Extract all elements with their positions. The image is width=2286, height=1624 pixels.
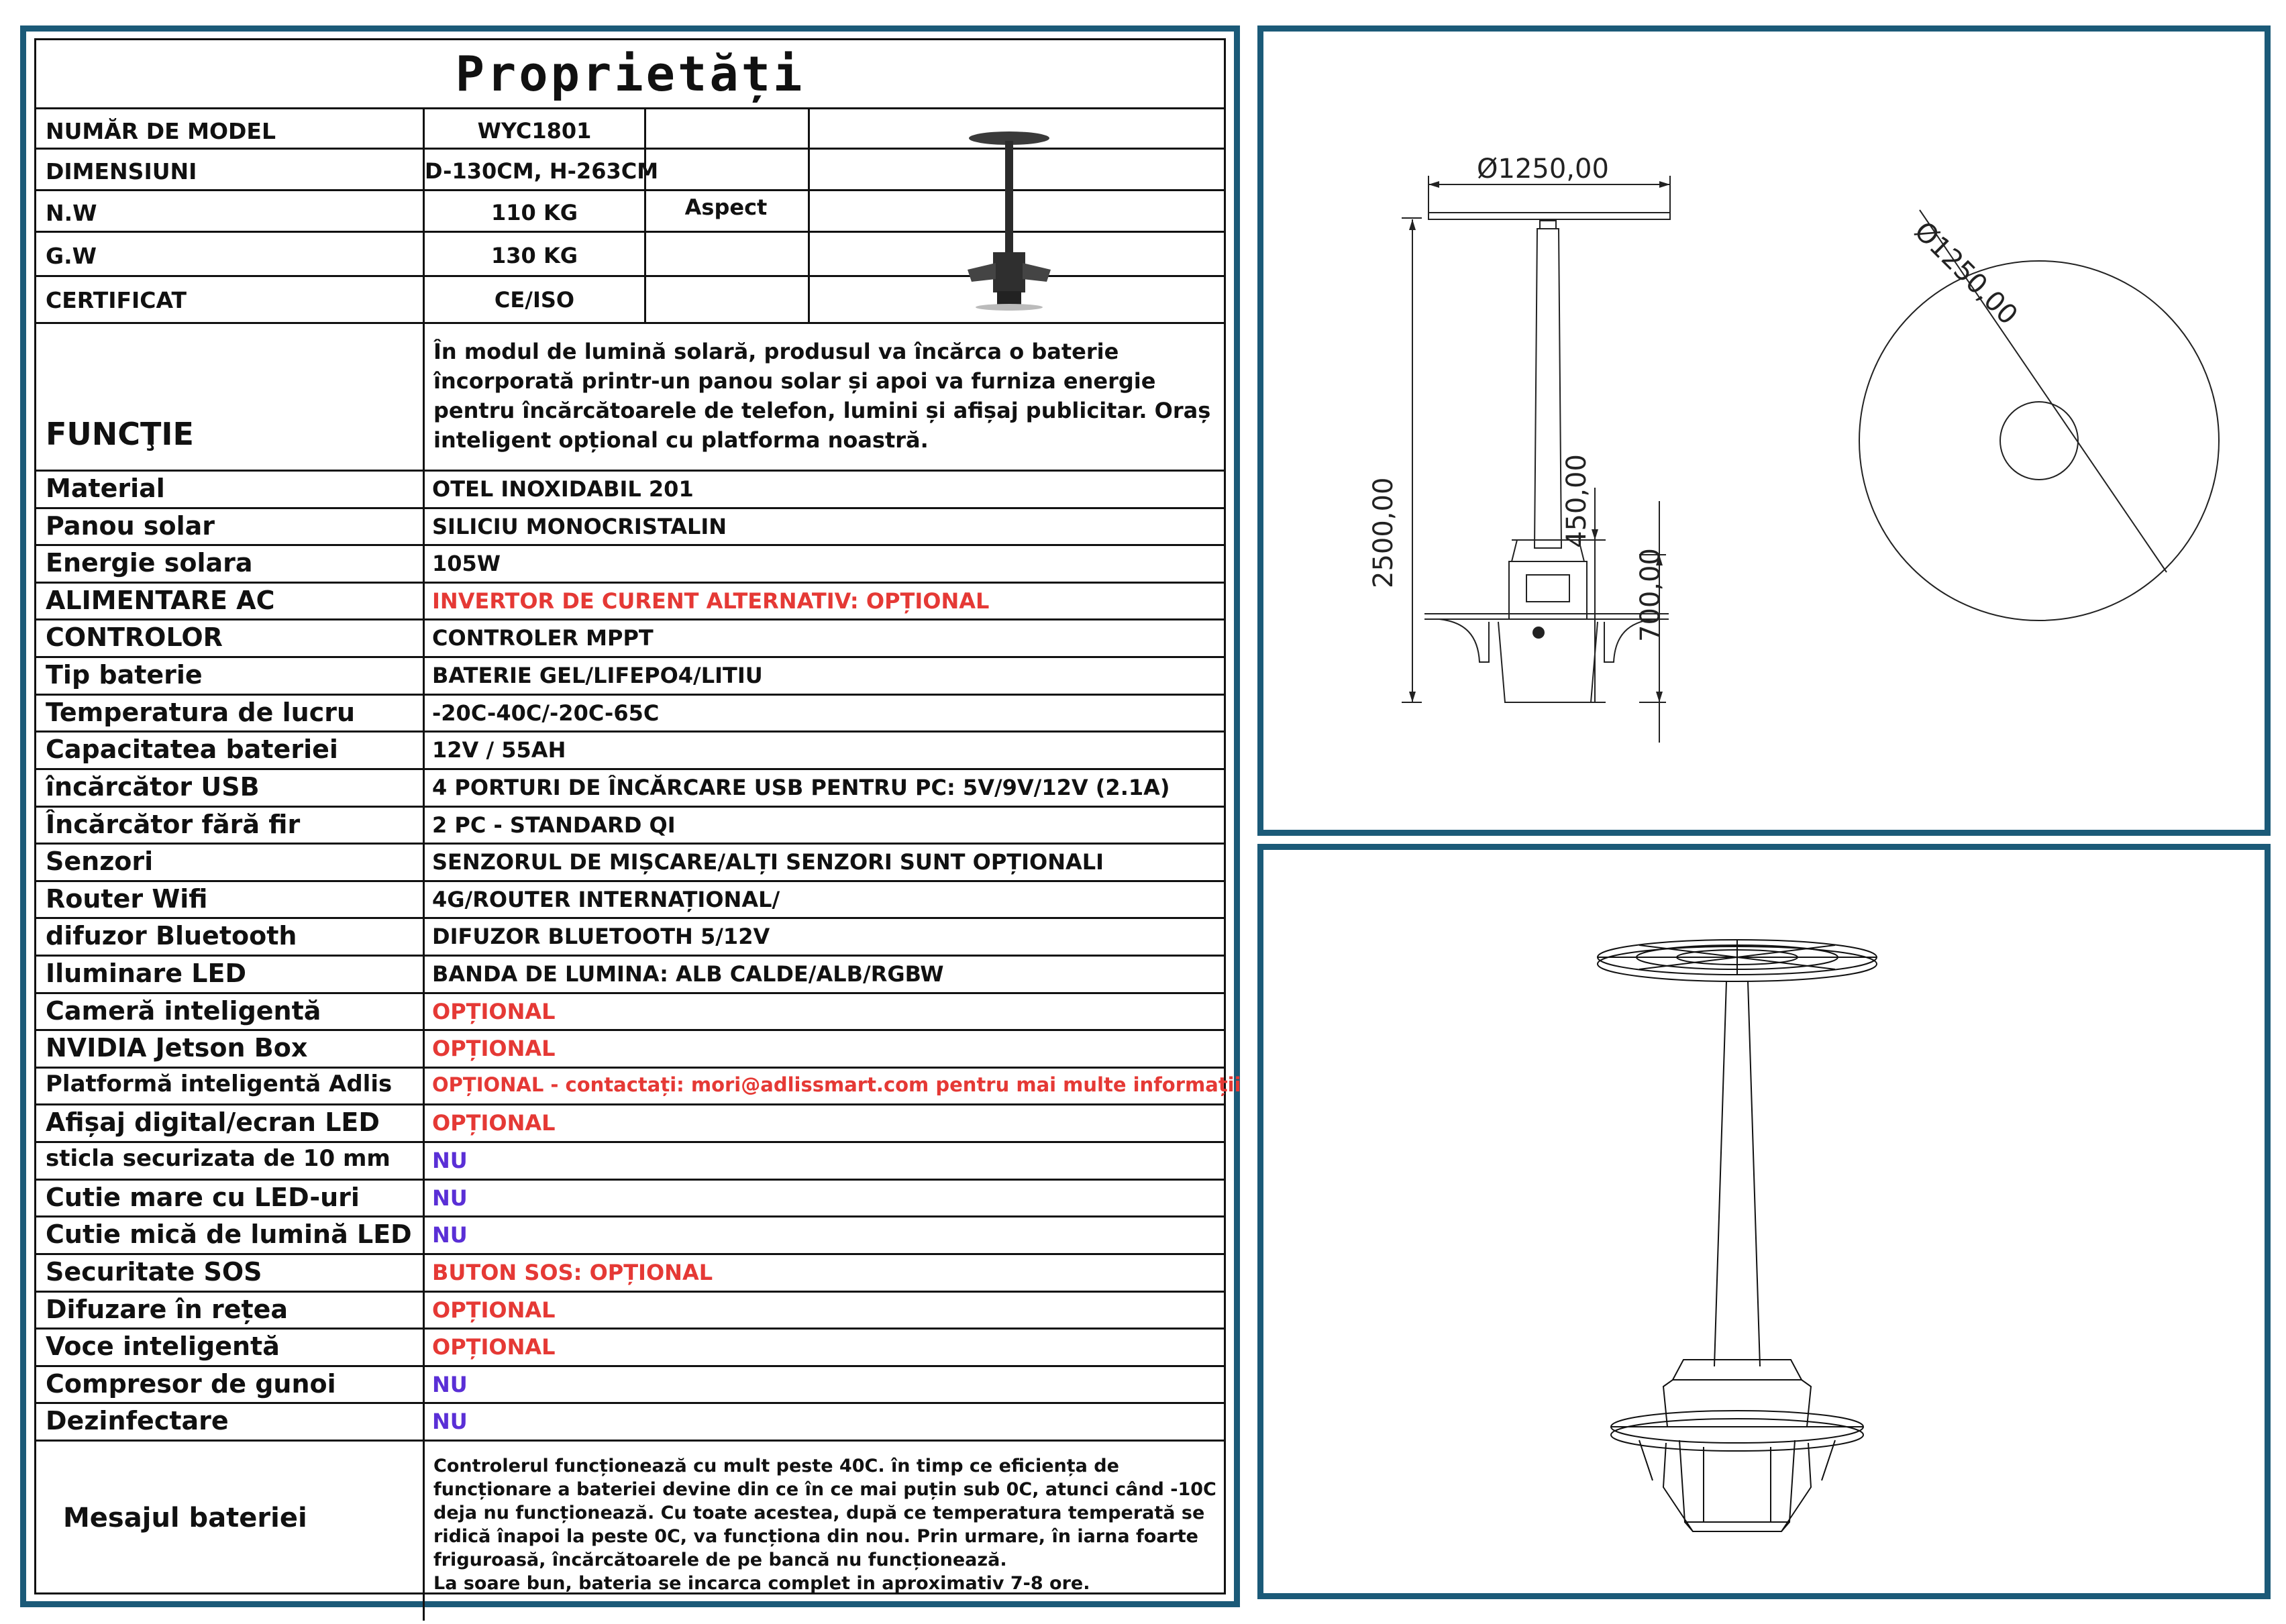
divider (36, 322, 1224, 324)
header-row-label: N.W (46, 200, 97, 226)
spec-value: DIFUZOR BLUETOOTH 5/12V (432, 924, 770, 950)
header-row-value: D-130CM, H-263CM (425, 158, 659, 184)
row-divider (36, 656, 1224, 658)
divider (36, 470, 1224, 472)
function-label: FUNCŢIE (46, 416, 194, 452)
row-divider (36, 806, 1224, 808)
spec-label: Dezinfectare (46, 1406, 229, 1436)
spec-label: Iluminare LED (46, 959, 246, 988)
row-divider (36, 843, 1224, 845)
row-divider (36, 992, 1224, 994)
spec-value: OPȚIONAL (432, 998, 556, 1024)
row-divider (36, 618, 1224, 620)
spec-value: INVERTOR DE CURENT ALTERNATIV: OPȚIONAL (432, 588, 990, 614)
spec-value: SILICIU MONOCRISTALIN (432, 513, 727, 539)
column-divider (423, 107, 425, 1621)
row-divider (36, 694, 1224, 696)
spec-value: BATERIE GEL/LIFEPO4/LITIU (432, 663, 763, 689)
spec-value: NU (432, 1222, 468, 1248)
row-divider (36, 1103, 1224, 1105)
spec-label: Material (46, 474, 165, 503)
spec-value: OPȚIONAL (432, 1110, 556, 1136)
height-base-label: 450,00 (1561, 454, 1592, 548)
row-divider (36, 1029, 1224, 1031)
spec-label: Voce inteligentă (46, 1332, 280, 1362)
row-divider (36, 1402, 1224, 1404)
spec-label: Cameră inteligentă (46, 995, 321, 1026)
row-divider (36, 1215, 1224, 1217)
spec-value: BANDA DE LUMINA: ALB CALDE/ALB/RGBW (432, 961, 944, 987)
header-row-label: DIMENSIUNI (46, 158, 197, 184)
battery-text: Controlerul funcționează cu mult peste 40C. în timp ce eficiența de funcționare a bateriei devine din ce în ce mai puțin sub 0C, atunci când -10C deja nu funcționează. Cu toate acestea, după ce temperatura temperată se ridică înapoi la peste 0C, va funcționa din nou. Prin urmare, în iarna foarte friguroasă, încărcătoarele de pe bancă nu funcționează. La soare bun, bateria se incarca complet in aproximativ 7-8 ore. (433, 1456, 1216, 1594)
spec-value: OPȚIONAL - contactați: mori@adlissmart.com pentru mai multe informații (432, 1073, 1241, 1096)
spec-value: NU (432, 1185, 468, 1211)
spec-value: 105W (432, 551, 501, 577)
row-divider (36, 582, 1224, 584)
spec-label: Platformă inteligentă Adlis (46, 1070, 393, 1097)
function-text: În modul de lumină solară, produsul va încărca o baterie încorporată printr-un panou solar și apoi va furniza energie pentru încărcătoarele de telefon, lumini și afișaj publicitar. Oraș inteligent opțional cu platforma noastră. (433, 339, 1211, 453)
spec-label: Compresor de gunoi (46, 1368, 336, 1399)
spec-value: OPȚIONAL (432, 1334, 556, 1360)
header-row-value: CE/ISO (494, 287, 575, 313)
row-divider (36, 1291, 1224, 1293)
row-divider (36, 1253, 1224, 1255)
spec-label: sticla securizata de 10 mm (46, 1145, 391, 1173)
header-row-value: 110 KG (491, 200, 578, 225)
row-divider (36, 1179, 1224, 1181)
header-row-label: G.W (46, 243, 97, 269)
page-title: Proprietăți (36, 40, 1224, 109)
row-divider (36, 1328, 1224, 1330)
spec-label: ALIMENTARE AC (46, 585, 275, 615)
row-divider (36, 507, 1224, 509)
spec-label: NVIDIA Jetson Box (46, 1033, 308, 1063)
dimension-drawing (1263, 32, 2265, 830)
spec-value: 2 PC - STANDARD QI (432, 812, 676, 838)
battery-label: Mesajul bateriei (63, 1503, 307, 1533)
spec-label: Capacitatea bateriei (46, 735, 338, 765)
spec-value: 12V / 55AH (432, 737, 566, 763)
properties-panel (20, 25, 1240, 1607)
spec-value: OTEL INOXIDABIL 201 (432, 476, 694, 502)
diameter-side-label: Ø1250,00 (1477, 154, 1609, 184)
spec-label: Energie solara (46, 548, 253, 578)
header-row-value: WYC1801 (477, 118, 592, 144)
spec-value: 4G/ROUTER INTERNAȚIONAL/ (432, 886, 780, 912)
spec-value: CONTROLER MPPT (432, 625, 654, 651)
aspect-label: Aspect (684, 195, 768, 220)
spec-value: BUTON SOS: OPȚIONAL (432, 1259, 713, 1285)
spec-label: Tip baterie (46, 660, 203, 690)
spec-value: NU (432, 1148, 468, 1174)
spec-label: Temperatura de lucru (46, 697, 356, 727)
row-divider (36, 1067, 1224, 1069)
spec-value: -20C-40C/-20C-65C (432, 700, 660, 726)
spec-label: Difuzare în rețea (46, 1294, 289, 1324)
column-divider (808, 107, 810, 322)
spec-value: OPȚIONAL (432, 1036, 556, 1062)
spec-label: Router Wifi (46, 883, 208, 914)
spec-label: CONTROLOR (46, 622, 223, 653)
spec-label: Cutie mare cu LED-uri (46, 1182, 360, 1212)
spec-value: NU (432, 1371, 468, 1397)
height-total-label: 2500,00 (1368, 477, 1399, 588)
row-divider (36, 1365, 1224, 1367)
spec-label: Cutie mică de lumină LED (46, 1220, 412, 1250)
header-row-label: NUMĂR DE MODEL (46, 118, 276, 144)
row-divider (36, 1440, 1224, 1442)
row-divider (36, 544, 1224, 546)
header-row-value: 130 KG (491, 243, 578, 268)
spec-value: 4 PORTURI DE ÎNCĂRCARE USB PENTRU PC: 5V/9V/12V (2.1A) (432, 774, 1170, 800)
spec-label: încărcător USB (46, 771, 260, 802)
spec-label: Securitate SOS (46, 1256, 262, 1287)
properties-table (34, 38, 1241, 1594)
dimension-drawing-panel (1257, 25, 2271, 836)
row-divider (36, 768, 1224, 770)
spec-label: difuzor Bluetooth (46, 921, 297, 951)
row-divider (36, 1141, 1224, 1143)
product-thumbnail (962, 118, 1056, 313)
header-row-label: CERTIFICAT (46, 287, 187, 313)
spec-label: Afișaj digital/ecran LED (46, 1107, 380, 1138)
wireframe-panel (1257, 844, 2271, 1599)
row-divider (36, 955, 1224, 957)
wireframe-drawing (1263, 850, 2265, 1593)
spec-label: Încărcător fără fir (46, 809, 301, 839)
spec-value: NU (432, 1409, 468, 1435)
diameter-top-label: Ø1250,00 (1908, 215, 2024, 331)
row-divider (36, 730, 1224, 733)
row-divider (36, 880, 1224, 882)
spec-value: SENZORUL DE MIȘCARE/ALȚI SENZORI SUNT OPȚIONALI (432, 849, 1104, 875)
spec-label: Senzori (46, 847, 154, 877)
spec-value: OPȚIONAL (432, 1297, 556, 1323)
height-seat-label: 700,00 (1635, 548, 1666, 642)
row-divider (36, 917, 1224, 919)
spec-label: Panou solar (46, 510, 215, 541)
